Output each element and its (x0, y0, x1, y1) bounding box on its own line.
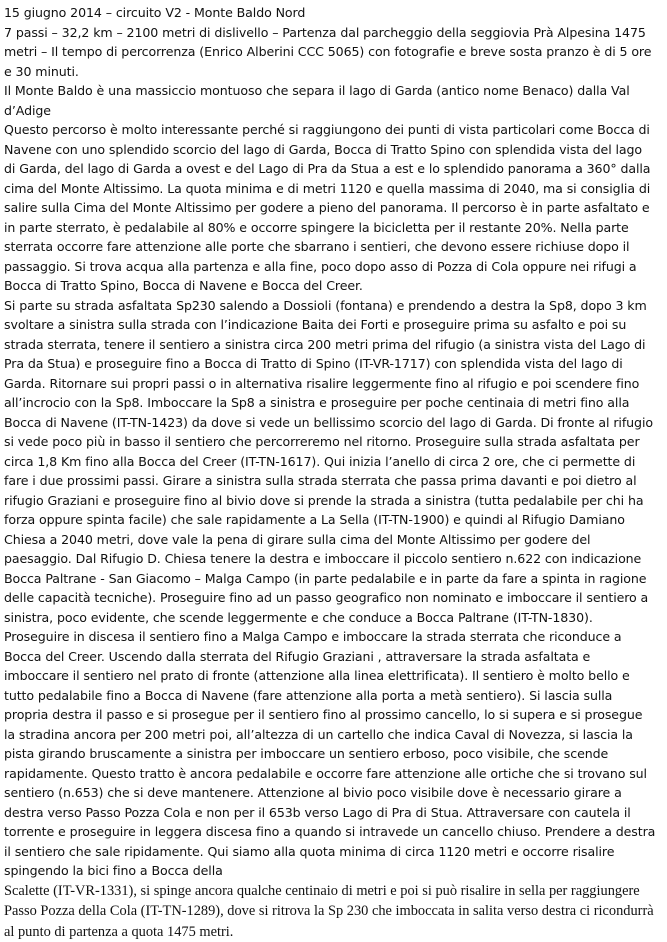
paragraph-route-overview: Questo percorso è molto interessante perché si raggiungono dei punti di vista particolari come Bocca di Navene con uno splendido scorcio del lago di Garda, Bocca di Tratto Spino con splendida vista del lago di Garda, del lago di Garda a ovest e del Lago di Pra da Stua a est e lo splendido panorama a 360° dalla cima del Monte Altissimo. La quota minima e di metri 1120 e quella massima di 2040, ma si consiglia di salire sulla Cima del Monte Altissimo per godere a pieno del panorama. Il percorso è in parte asfaltato e in parte sterrato, è pedalabile al 80% e occorre spingere la bicicletta per il restante 20%. Nella parte sterrata occorre fare attenzione alle porte che sbarrano i sentieri, che devono essere richiuse dopo il passaggio. Si trova acqua alla partenza e alla fine, poco dopo asso di Pozza di Cola oppure nei rifugi a Bocca di Tratto Spino, Bocca di Navene e Bocca del Creer. (4, 120, 657, 296)
document-title-line: 15 giugno 2014 – circuito V2 - Monte Baldo Nord (4, 3, 657, 23)
paragraph-route-directions (4, 296, 657, 942)
paragraph-monte-baldo-intro: Il Monte Baldo è una massiccio montuoso che separa il lago di Garda (antico nome Benaco) dalla Val d’Adige (4, 81, 657, 120)
route-summary: 7 passi – 32,2 km – 2100 metri di dislivello – Partenza dal parcheggio della seggiovia Prà Alpesina 1475 metri – Il tempo di percorrenza (Enrico Alberini CCC 5065) con fotografie e breve sosta pranzo è di 5 ore e 30 minuti. (4, 23, 657, 82)
route-directions-final: Scalette (IT-VR-1331), si spinge ancora qualche centinaio di metri e poi si può risalire in sella per raggiungere Passo Pozza della Cola (IT-TN-1289), dove si ritrova la Sp 230 che imboccata in salita verso destra ci ricondurrà al punto di partenza a quota 1475 metri. (4, 883, 654, 940)
route-directions-main: Si parte su strada asfaltata Sp230 salendo a Dossioli (fontana) e prendendo a destra la Sp8, dopo 3 km svoltare a sinistra sulla strada con l’indicazione Baita dei Forti e proseguire prima su asfalto e poi su strada sterrata, tenere il sentiero a sinistra circa 200 metri prima del rifugio (a sinistra vista del Lago di Pra da Stua) e proseguire fino a Bocca di Tratto di Spino (IT-VR-1717) con splendida vista del lago di Garda. Ritornare sui propri passi o in alternativa risalire leggermente fino al rifugio e poi scendere fino all’incrocio con la Sp8. Imboccare la Sp8 a sinistra e proseguire per poche centinaia di metri fino alla Bocca di Navene (IT-TN-1423) da dove si vede un bellissimo scorcio del lago di Garda. Di fronte al rifugio si vede poco più in basso il sentiero che percorreremo nel ritorno. Proseguire sulla strada asfaltata per circa 1,8 Km fino alla Bocca del Creer (IT-TN-1617). Qui inizia l’anello di circa 2 ore, che ci permette di fare i due prossimi passi. Girare a sinistra sulla strada sterrata che passa prima davanti e poi dietro al rifugio Graziani e proseguire fino al bivio dove si prende la strada a sinistra (tutta pedalabile per chi ha forza oppure spinta facile) che sale rapidamente a La Sella (IT-TN-1900) e quindi al Rifugio Damiano Chiesa a 2040 metri, dove vale la pena di girare sulla cima del Monte Altissimo per godere del paesaggio. Dal Rifugio D. Chiesa tenere la destra e imboccare il piccolo sentiero n.622 con indicazione Bocca Paltrane - San Giacomo – Malga Campo (in parte pedalabile e in parte da fare a spinta in ragione delle capacità tecniche). Proseguire fino ad un passo geografico non nominato e imboccare il sentiero a sinistra, poco evidente, che scende leggermente e che conduce a Bocca Paltrane (IT-TN-1830). Proseguire in discesa il sentiero fino a Malga Campo e imboccare la strada sterrata che riconduce a Bocca del Creer. Uscendo dalla sterrata del Rifugio Graziani , attraversare la strada asfaltata e imboccare il sentiero nel prato di fronte (attenzione alla linea elettrificata). Il sentiero è molto bello e tutto pedalabile fino a Bocca di Navene (fare attenzione alla porta a metà sentiero). Si lascia sulla propria destra il passo e si prosegue per il sentiero fino al prossimo cancello, lo si supera e si prosegue la stradina ancora per 200 metri poi, all’altezza di un cartello che indica Caval di Novezza, si lascia la pista girando bruscamente a sinistra per imboccare un sentiero erboso, poco visibile, che scende rapidamente. Questo tratto è ancora pedalabile e occorre fare attenzione alle ortiche che si trovano sul sentiero (n.653) che si deve mantenere. Attenzione al bivio poco visibile dove è necessario girare a destra verso Passo Pozza Cola e non per il 653b verso Lago di Pra di Stua. Attraversare con cautela il torrente e proseguire in leggera discesa fino a quando si intravede un cancello chiuso. Prendere a destra il sentiero che sale ripidamente. Qui siamo alla quota minima di circa 1120 metri e occorre risalire spingendo la bici fino a Bocca della (4, 298, 655, 879)
